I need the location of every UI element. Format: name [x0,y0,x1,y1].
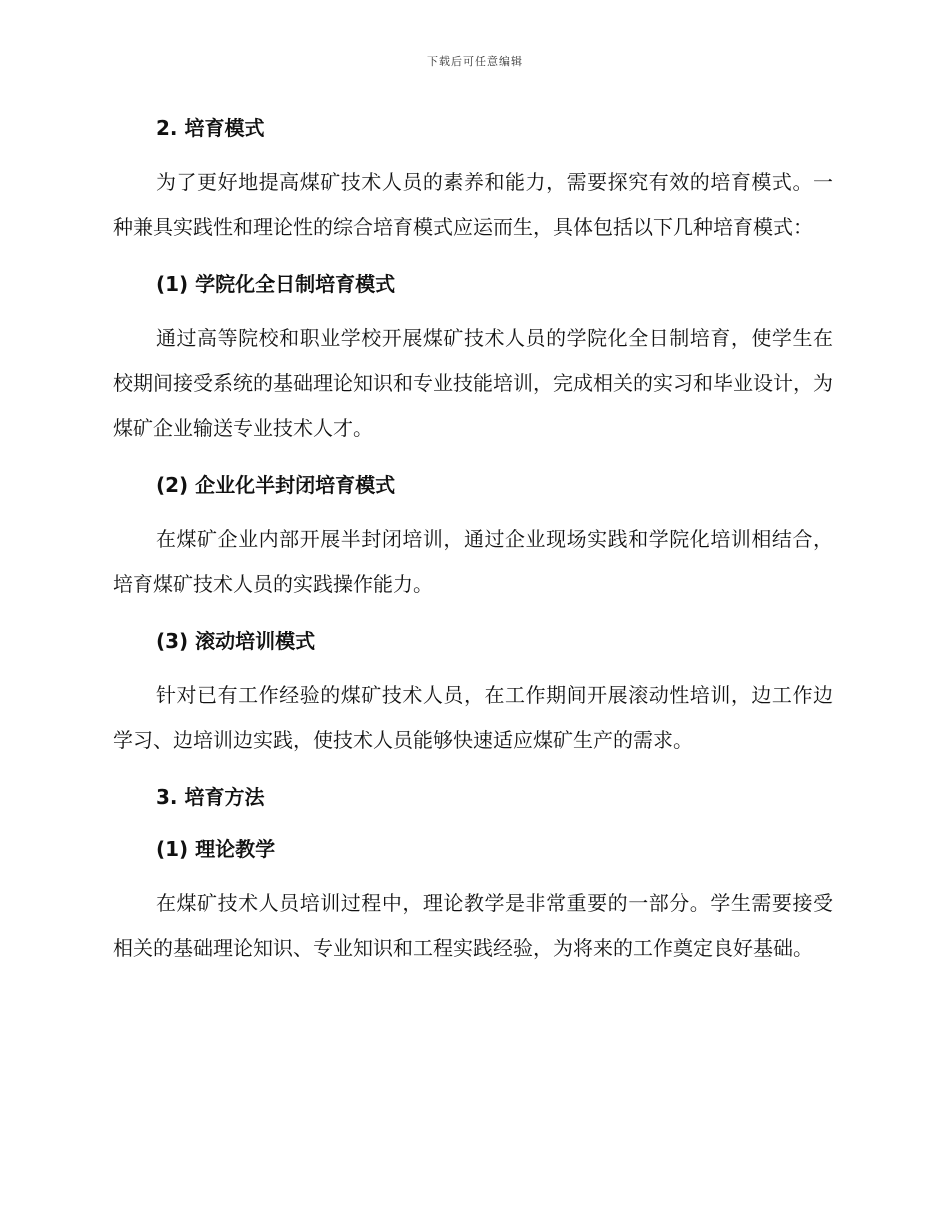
section-heading-cultivation-method: 3. 培育方法 [156,785,265,809]
paragraph-fulltime-mode: 通过高等院校和职业学校开展煤矿技术人员的学院化全日制培育，使学生在校期间接受系统的基础理论知识和专业技能培训，完成相关的实习和毕业设计，为煤矿企业输送专业技术人才。 [113,326,833,440]
paragraph-rolling-training: 针对已有工作经验的煤矿技术人员，在工作期间开展滚动性培训，边工作边学习、边培训边实践，使技术人员能够快速适应煤矿生产的需求。 [113,683,833,752]
subheading-rolling-training: (3) 滚动培训模式 [156,629,316,653]
subheading-theory-teaching: (1) 理论教学 [156,837,276,861]
document-body [113,108,833,971]
paragraph-semiclosed-mode: 在煤矿企业内部开展半封闭培训，通过企业现场实践和学院化培训相结合，培育煤矿技术人员的实践操作能力。 [113,527,833,596]
page-header-note: 下载后可任意编辑 [427,55,523,68]
paragraph-theory-teaching: 在煤矿技术人员培训过程中，理论教学是非常重要的一部分。学生需要接受相关的基础理论知识、专业知识和工程实践经验，为将来的工作奠定良好基础。 [113,891,833,960]
section-heading-cultivation-mode: 2. 培育模式 [156,116,265,140]
paragraph-cultivation-intro: 为了更好地提高煤矿技术人员的素养和能力，需要探究有效的培育模式。一种兼具实践性和理论性的综合培育模式应运而生，具体包括以下几种培育模式： [113,170,833,239]
subheading-semiclosed-mode: (2) 企业化半封闭培育模式 [156,473,396,497]
subheading-fulltime-mode: (1) 学院化全日制培育模式 [156,272,396,296]
